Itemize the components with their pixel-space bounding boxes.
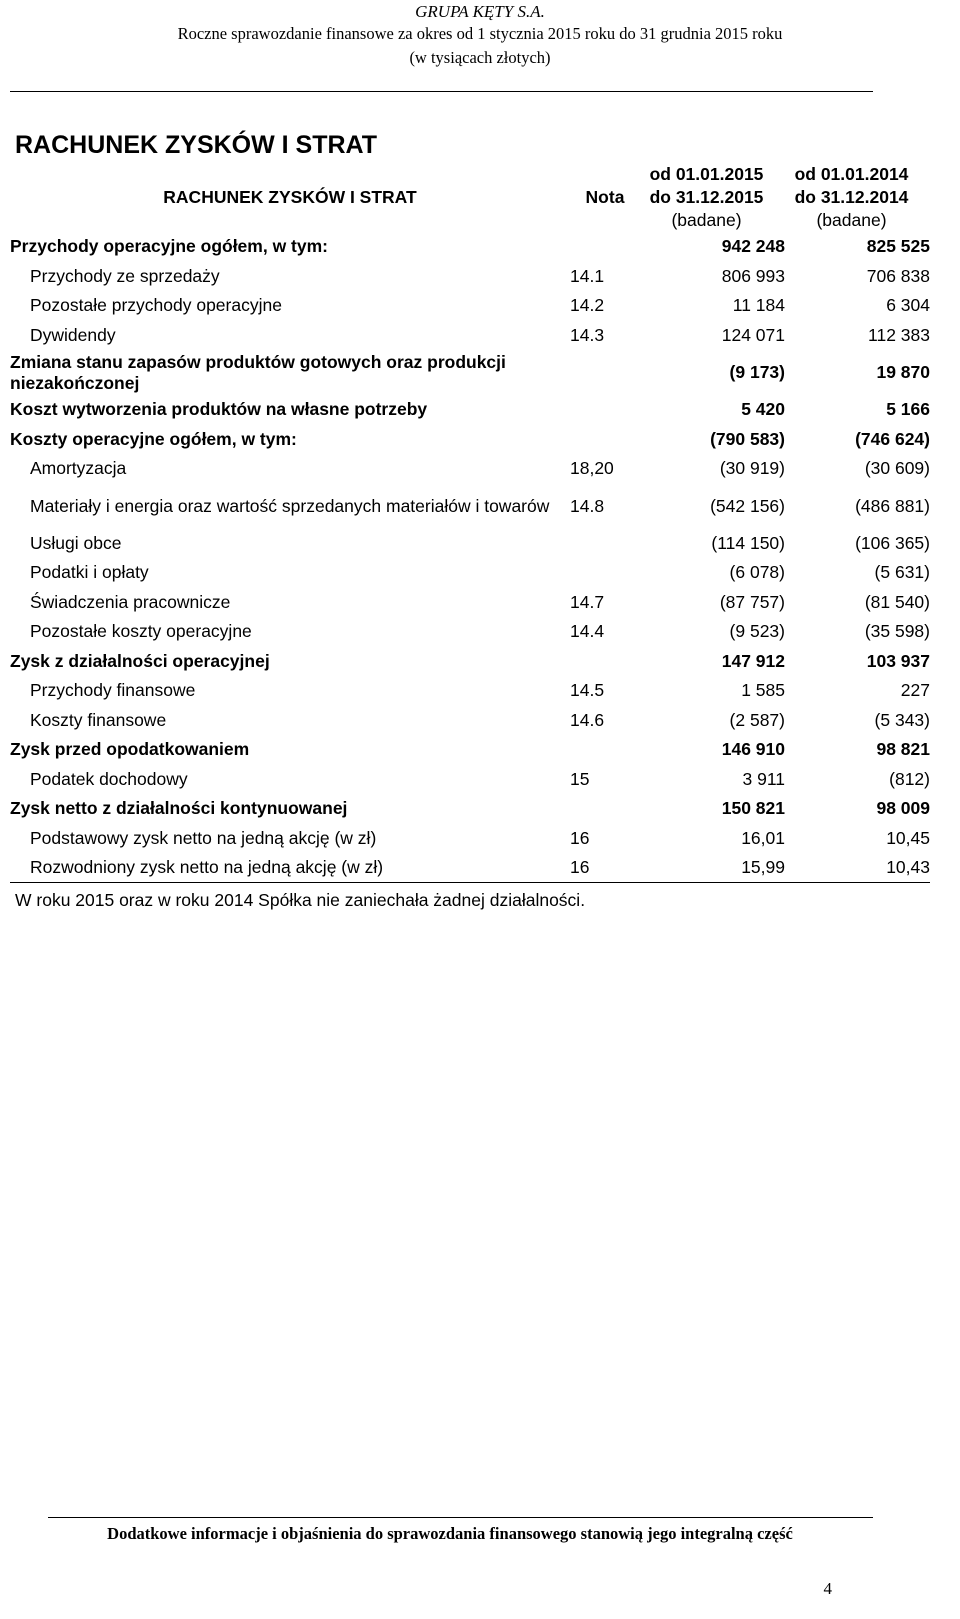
- row-value-2014: 103 937: [866, 650, 930, 671]
- row-label: Podatek dochodowy: [30, 768, 188, 789]
- income-statement-table: [10, 162, 930, 883]
- row-note: 14.2: [570, 295, 605, 316]
- table-row: [10, 350, 930, 395]
- row-label: Podatki i opłaty: [30, 562, 149, 583]
- row-note: [570, 232, 640, 262]
- row-note: [570, 425, 640, 455]
- row-value-2015: (114 150): [711, 532, 785, 553]
- row-label: Przychody operacyjne ogółem, w tym:: [10, 236, 328, 257]
- row-value-2015: 5 420: [741, 399, 785, 420]
- row-note: 15: [570, 768, 590, 789]
- row-label: Usługi obce: [30, 532, 122, 553]
- row-value-2015: (9 173): [729, 362, 785, 382]
- row-value-2014: 825 525: [866, 236, 930, 257]
- document-header: [0, 0, 960, 70]
- row-note: 14.4: [570, 621, 605, 642]
- row-value-2015: (6 078): [729, 562, 785, 583]
- row-note: 16: [570, 827, 590, 848]
- period-2014-status: (badane): [816, 209, 887, 230]
- row-label: Rozwodniony zysk netto na jedną akcję (w zł): [10, 853, 570, 883]
- row-label: Pozostałe koszty operacyjne: [30, 621, 252, 642]
- row-note: 14.3: [570, 324, 605, 345]
- column-header-2015: [640, 162, 785, 232]
- row-value-2014: (5 631): [874, 562, 930, 583]
- row-value-2015: (2 587): [729, 709, 785, 730]
- row-label: Zysk z działalności operacyjnej: [10, 650, 270, 671]
- row-label: Koszty finansowe: [30, 709, 167, 730]
- row-label: Przychody finansowe: [30, 680, 196, 701]
- row-value-2015: 942 248: [721, 236, 785, 257]
- row-note: 16: [570, 853, 640, 883]
- row-value-2014: 10,43: [785, 853, 930, 883]
- row-note: [570, 647, 640, 677]
- company-name: GRUPA KĘTY S.A.: [415, 2, 545, 21]
- table-row: [10, 425, 930, 455]
- table-row: [10, 706, 930, 736]
- header-divider: [10, 91, 873, 92]
- row-note: 14.1: [570, 265, 605, 286]
- row-label: Zmiana stanu zapasów produktów gotowych oraz produkcji niezakończonej: [10, 351, 506, 393]
- table-header-row: [10, 162, 930, 232]
- footer-divider: [48, 1517, 873, 1518]
- row-value-2015: 146 910: [721, 739, 785, 760]
- row-value-2014: 227: [900, 680, 930, 701]
- row-value-2014: 6 304: [886, 295, 930, 316]
- table-row: [10, 853, 930, 883]
- row-label: Dywidendy: [30, 324, 116, 345]
- row-label: Koszty operacyjne ogółem, w tym:: [10, 428, 297, 449]
- page-number: 4: [823, 1579, 832, 1598]
- period-2014-from: od 01.01.2014: [794, 163, 909, 184]
- table-row: [10, 291, 930, 321]
- report-period-line: Roczne sprawozdanie finansowe za okres od 1 stycznia 2015 roku do 31 grudnia 2015 roku: [177, 24, 783, 43]
- period-2014-to: do 31.12.2014: [794, 186, 909, 207]
- row-note: 14.5: [570, 680, 605, 701]
- row-note: [570, 395, 640, 425]
- table-row: [10, 794, 930, 824]
- units-line: (w tysiącach złotych): [409, 48, 551, 67]
- table-row: [10, 395, 930, 425]
- row-value-2015: 15,99: [640, 853, 785, 883]
- row-note: [570, 529, 640, 559]
- row-value-2015: 16,01: [741, 827, 785, 848]
- table-row: [10, 676, 930, 706]
- row-label: Zysk przed opodatkowaniem: [10, 739, 250, 760]
- table-row: [10, 765, 930, 795]
- row-value-2015: (87 757): [719, 591, 785, 612]
- period-2015-status: (badane): [671, 209, 742, 230]
- row-value-2014: 19 870: [876, 362, 930, 382]
- column-header-2014: [785, 162, 930, 232]
- table-row: [10, 232, 930, 262]
- table-row: [10, 735, 930, 765]
- table-row: [10, 262, 930, 292]
- row-label: Świadczenia pracownicze: [30, 591, 231, 612]
- table-row: [10, 454, 930, 484]
- row-value-2015: 1 585: [741, 680, 785, 701]
- table-row: [10, 617, 930, 647]
- row-value-2015: (790 583): [710, 428, 785, 449]
- row-value-2015: 806 993: [721, 265, 785, 286]
- row-note: [570, 735, 640, 765]
- row-label: Zysk netto z działalności kontynuowanej: [10, 798, 348, 819]
- footer-disclaimer: Dodatkowe informacje i objaśnienia do sprawozdania finansowego stanowią jego integralną część: [107, 1524, 793, 1543]
- row-value-2015: (542 156): [710, 495, 785, 516]
- row-value-2015: 147 912: [721, 650, 785, 671]
- table-row: [10, 588, 930, 618]
- column-header-label: RACHUNEK ZYSKÓW I STRAT: [163, 186, 417, 207]
- row-label: Podstawowy zysk netto na jedną akcję (w zł): [30, 827, 377, 848]
- row-value-2014: 98 821: [876, 739, 930, 760]
- row-value-2015: 11 184: [732, 295, 785, 316]
- row-value-2014: 5 166: [886, 399, 930, 420]
- table-row: [10, 484, 930, 529]
- row-note: 14.8: [570, 495, 605, 516]
- row-value-2014: 98 009: [876, 798, 930, 819]
- row-note: [570, 350, 640, 395]
- row-note: [570, 794, 640, 824]
- row-label: Koszt wytworzenia produktów na własne potrzeby: [10, 399, 428, 420]
- row-label: Amortyzacja: [30, 458, 127, 479]
- row-label: Materiały i energia oraz wartość sprzedanych materiałów i towarów: [30, 495, 550, 516]
- row-label: Przychody ze sprzedaży: [30, 265, 220, 286]
- table-row: [10, 529, 930, 559]
- row-value-2014: (81 540): [864, 591, 930, 612]
- period-2015-to: do 31.12.2015: [649, 186, 764, 207]
- row-value-2014: 706 838: [866, 265, 930, 286]
- table-row: [10, 647, 930, 677]
- row-note: 14.6: [570, 709, 605, 730]
- table-row: [10, 824, 930, 854]
- row-value-2014: (486 881): [855, 495, 930, 516]
- row-value-2015: 124 071: [721, 324, 785, 345]
- row-value-2014: (5 343): [874, 709, 930, 730]
- row-value-2015: (9 523): [729, 621, 785, 642]
- statement-title: RACHUNEK ZYSKÓW I STRAT: [15, 131, 378, 159]
- row-value-2014: (812): [889, 768, 930, 789]
- row-value-2014: (35 598): [864, 621, 930, 642]
- row-note: [570, 558, 640, 588]
- row-label: Pozostałe przychody operacyjne: [30, 295, 282, 316]
- row-value-2014: 10,45: [886, 827, 930, 848]
- period-2015-from: od 01.01.2015: [649, 163, 764, 184]
- row-value-2015: 150 821: [721, 798, 785, 819]
- row-value-2015: 3 911: [742, 768, 785, 789]
- table-row: [10, 321, 930, 351]
- row-value-2014: (30 609): [864, 458, 930, 479]
- table-row: [10, 558, 930, 588]
- row-value-2014: (746 624): [855, 428, 930, 449]
- row-value-2014: (106 365): [855, 532, 930, 553]
- row-note: 14.7: [570, 591, 605, 612]
- row-value-2015: (30 919): [719, 458, 785, 479]
- row-note: 18,20: [570, 458, 614, 479]
- row-value-2014: 112 383: [868, 324, 930, 345]
- discontinued-operations-note: W roku 2015 oraz w roku 2014 Spółka nie zaniechała żadnej działalności.: [15, 890, 586, 910]
- column-header-note: Nota: [585, 186, 625, 207]
